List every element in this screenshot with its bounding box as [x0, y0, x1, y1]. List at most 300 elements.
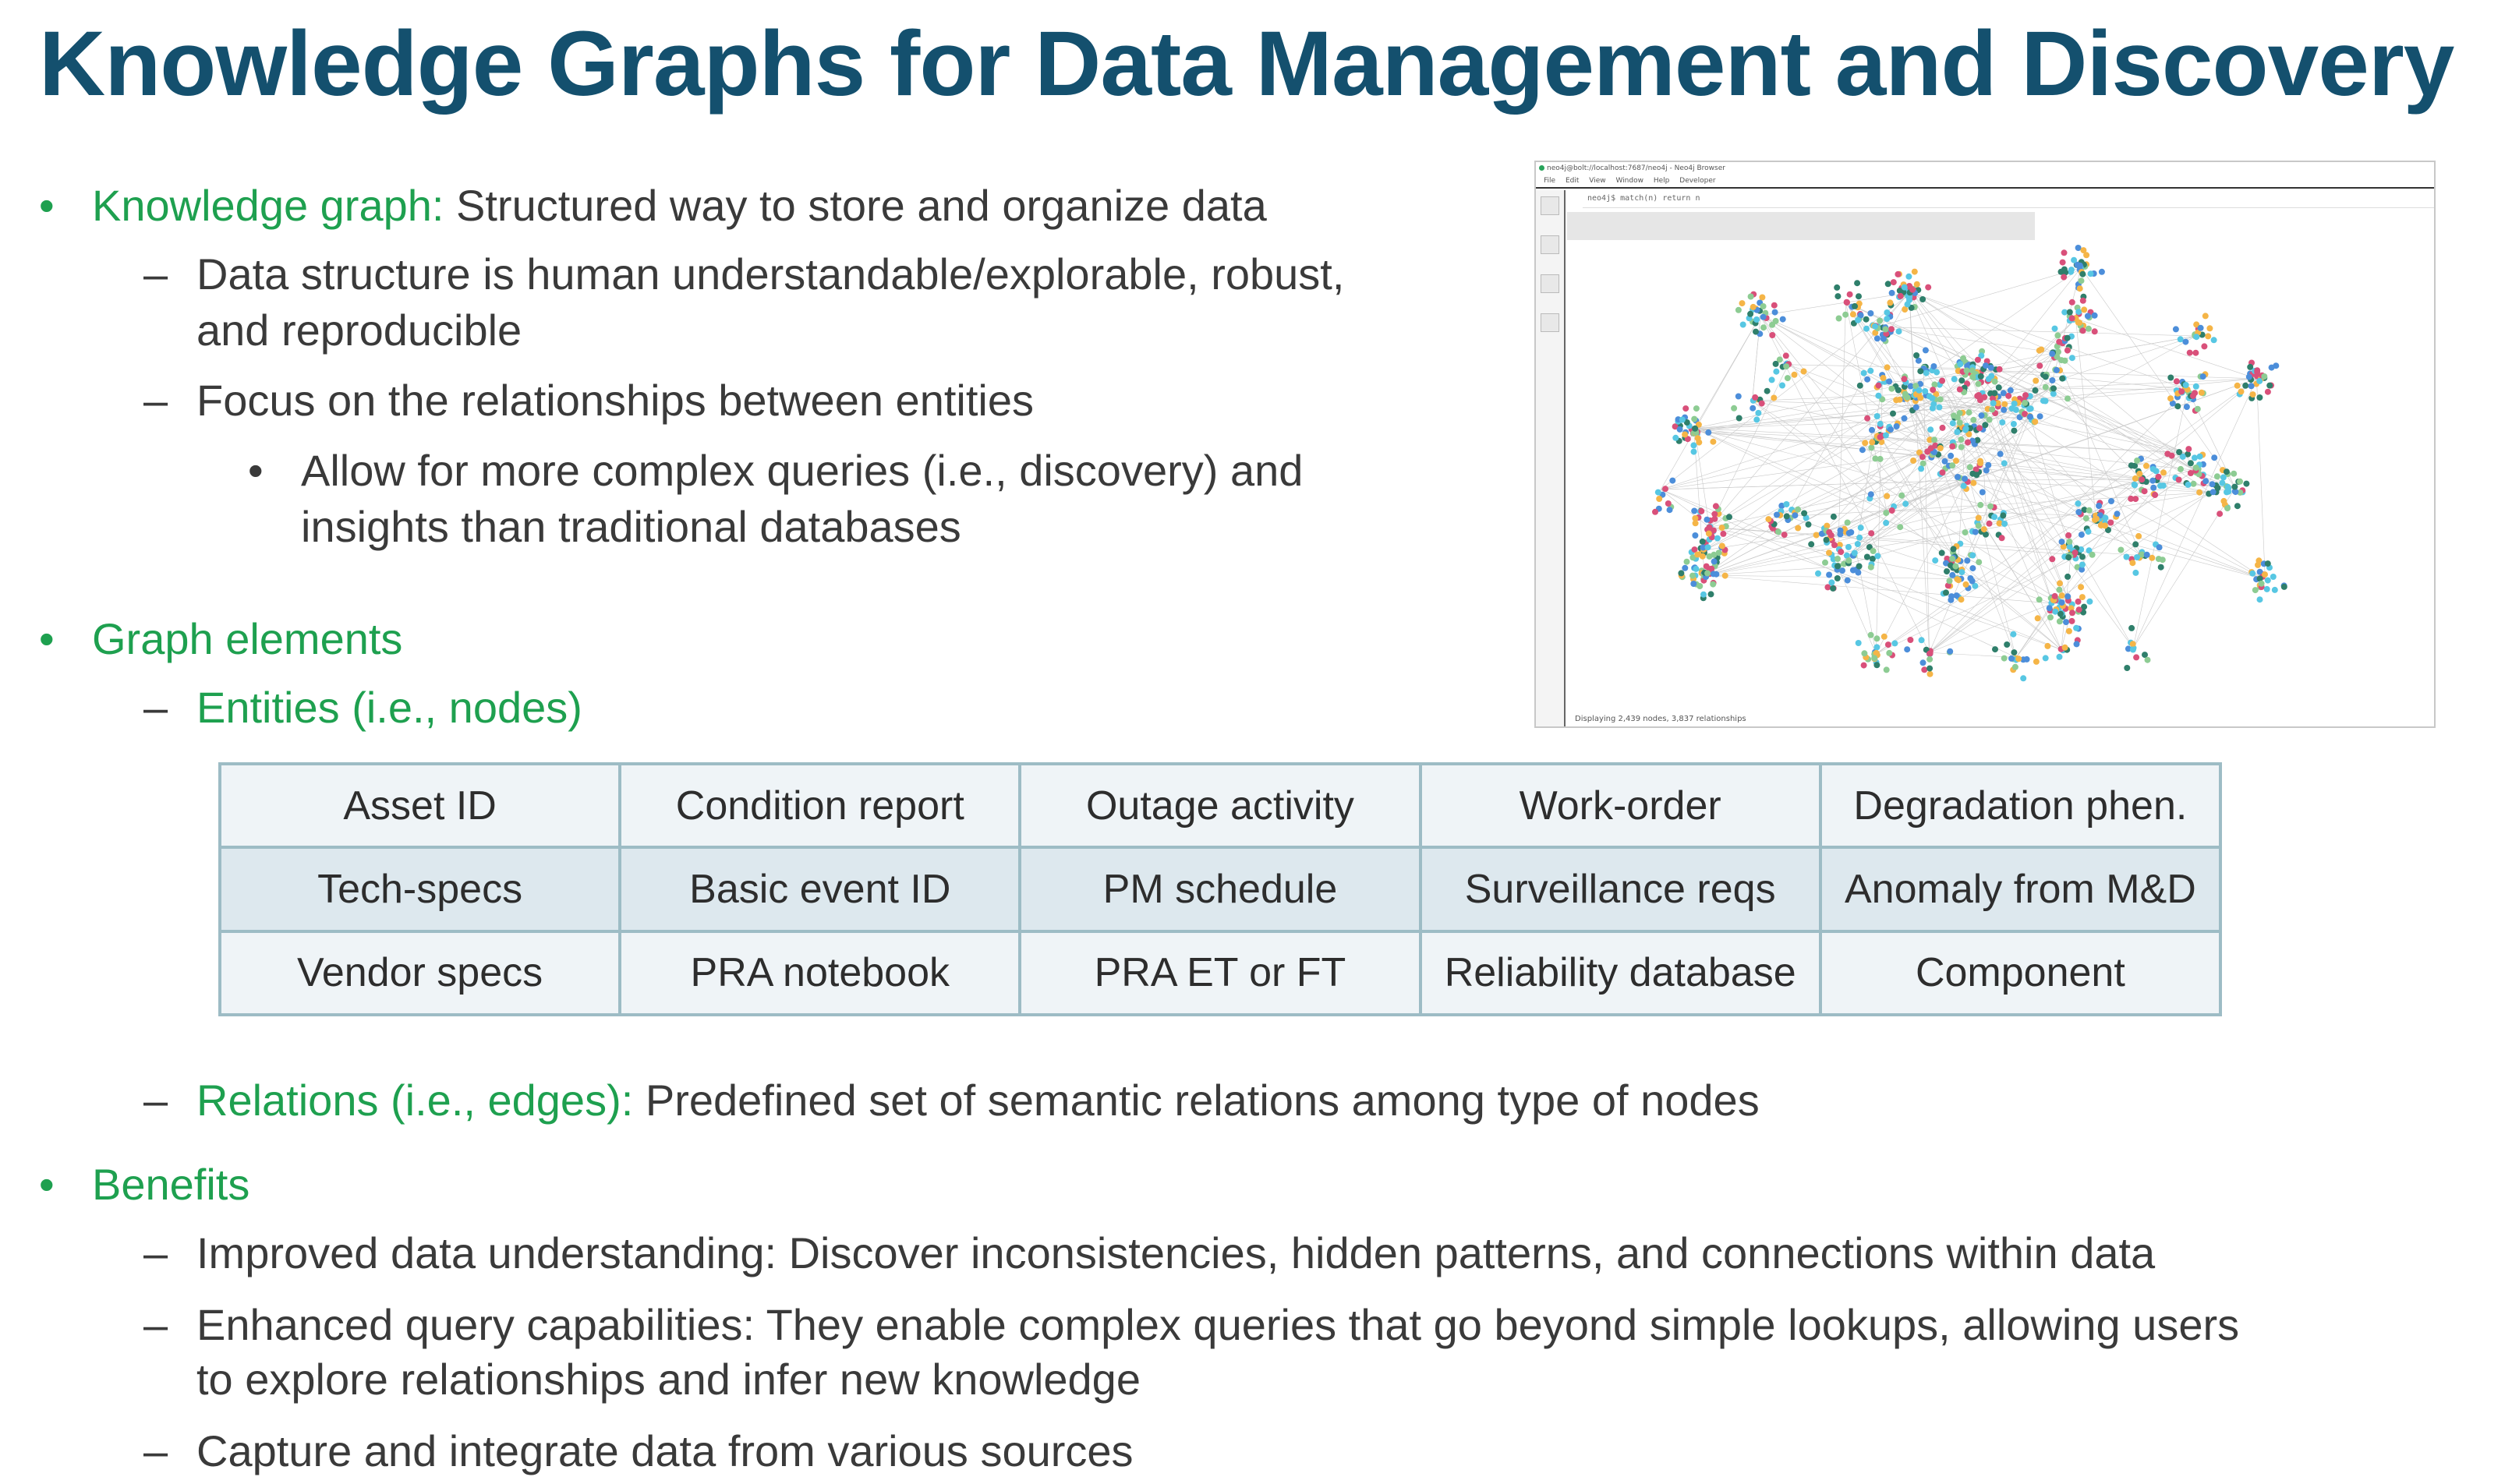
graph-node [2059, 599, 2065, 606]
graph-node [2001, 401, 2008, 408]
graph-node [1990, 400, 1997, 406]
table-cell: Outage activity [1020, 764, 1420, 847]
graph-node [1795, 507, 1801, 513]
graph-node [1707, 525, 1713, 531]
graph-node [2261, 373, 2267, 380]
graph-node [1940, 469, 1946, 475]
graph-node [1855, 317, 1861, 323]
graph-node [1913, 405, 1919, 411]
graph-node [2114, 511, 2121, 517]
graph-node [1695, 435, 1701, 441]
graph-node [2102, 515, 2108, 521]
graph-node [1815, 571, 1821, 577]
graph-node [1957, 361, 1963, 367]
graph-node [2243, 481, 2249, 487]
table-cell: Surveillance reqs [1421, 847, 1820, 931]
graph-node [2075, 309, 2082, 315]
graph-node [2144, 552, 2150, 558]
graph-node [1936, 405, 1942, 411]
graph-node [1962, 529, 1969, 535]
menu-item: Developer [1679, 177, 1716, 185]
graph-edge [2075, 319, 2256, 379]
graph-edge [1753, 316, 1761, 401]
graph-node [2150, 485, 2156, 491]
graph-node [1913, 352, 1919, 359]
graph-node [2085, 313, 2091, 320]
graph-node [2073, 625, 2079, 631]
benefit-1: Improved data understanding: Discover inconsistencies, hidden patterns, and connections within data [196, 1228, 2156, 1277]
graph-node [2187, 350, 2193, 356]
graph-elements-label: Graph elements [92, 614, 403, 663]
graph-node [1967, 464, 1973, 470]
graph-node [1883, 433, 1889, 439]
table-cell: Degradation phen. [1820, 764, 2220, 847]
graph-node [1719, 543, 1725, 549]
graph-node [1997, 366, 2003, 373]
graph-edge [1977, 336, 2195, 373]
graph-node [2219, 480, 2225, 486]
graph-edge [2054, 352, 2195, 470]
graph-node [2043, 373, 2049, 380]
graph-node [2199, 390, 2205, 396]
graph-node [2049, 556, 2055, 562]
graph-node [1987, 504, 1994, 510]
graph-node [2043, 384, 2049, 390]
graph-node [2225, 484, 2231, 490]
graph-node [2047, 605, 2053, 611]
graph-node [1759, 295, 1765, 301]
graph-node [1693, 566, 1699, 572]
graph-edge [1787, 493, 2210, 517]
graph-node [1755, 410, 1761, 416]
graph-node [1760, 314, 1767, 320]
graph-node [1781, 532, 1788, 538]
graph-node [2192, 390, 2198, 396]
graph-node [1954, 429, 1960, 435]
kg-sub2a-line2: insights than traditional databases [301, 502, 961, 551]
graph-node [2118, 547, 2124, 553]
graph-node [1888, 386, 1895, 392]
graph-node [1987, 521, 1993, 527]
graph-node [2075, 509, 2082, 515]
graph-node [2246, 374, 2252, 380]
graph-node [2134, 554, 2140, 560]
graph-node [1760, 303, 1767, 309]
graph-node [1861, 662, 1867, 669]
graph-node [1949, 443, 1955, 450]
graph-node [1662, 486, 1668, 492]
graph-node [1885, 641, 1891, 648]
graph-node [1707, 553, 1713, 560]
graph-node [1694, 552, 1700, 558]
graph-node [1711, 516, 1718, 522]
graph-node [2088, 270, 2094, 277]
graph-node [2250, 391, 2256, 398]
code-view-icon [1541, 313, 1559, 332]
graph-node [1948, 597, 1954, 603]
graph-edge [2133, 390, 2188, 648]
graph-node [1705, 544, 1711, 550]
graph-node [2062, 358, 2068, 364]
graph-node [1691, 508, 1697, 514]
graph-node [2083, 515, 2089, 521]
graph-node [2176, 449, 2182, 455]
graph-node [2136, 471, 2142, 477]
graph-node [2257, 596, 2263, 602]
graph-node [1854, 280, 1860, 286]
graph-node [1747, 311, 1753, 317]
graph-node [2150, 466, 2156, 472]
graph-node [1983, 468, 1990, 474]
graph-node [1951, 376, 1958, 382]
graph-node [1774, 512, 1780, 518]
graph-node [1856, 535, 1863, 541]
graph-node [2182, 339, 2188, 345]
graph-node [2074, 641, 2080, 647]
graph-node [2052, 593, 2058, 599]
graph-node [1769, 376, 1775, 383]
graph-node [2191, 481, 2197, 487]
kg-sub1-line1: Data structure is human understandable/explorable, robust, [196, 249, 1345, 299]
graph-node [2192, 350, 2199, 356]
graph-node [2174, 378, 2180, 384]
graph-node [1884, 309, 1890, 316]
table-cell: PRA notebook [620, 931, 1020, 1015]
graph-node [1710, 581, 1716, 588]
graph-edge [1704, 575, 2052, 603]
graph-node [1929, 395, 1935, 401]
graph-node [1920, 659, 1926, 666]
graph-node [1806, 521, 1812, 528]
graph-node [2265, 389, 2271, 395]
graph-node [1880, 336, 1887, 342]
graph-node [2036, 596, 2043, 602]
graph-node [1711, 571, 1717, 577]
graph-node [1926, 666, 1933, 672]
graph-node [1760, 324, 1767, 330]
graph-node [1923, 347, 1929, 353]
graph-node [1828, 532, 1834, 539]
graph-node [2065, 554, 2072, 560]
graph-node [1905, 274, 1912, 280]
graph-node [2044, 643, 2050, 649]
graph-node [1976, 559, 1982, 565]
graph-node [1916, 387, 1923, 394]
graph-node [1949, 462, 1955, 468]
graph-node [1930, 387, 1936, 393]
graph-node [2050, 385, 2057, 391]
graph-node [1792, 512, 1798, 518]
table-cell: Anomaly from M&D [1820, 847, 2220, 931]
graph-node [2178, 466, 2184, 472]
graph-node [2086, 599, 2093, 605]
graph-node [1889, 507, 1895, 514]
graph-edge [1878, 327, 2055, 352]
graph-node [1954, 592, 1960, 599]
graph-node [1950, 420, 1956, 426]
graph-node [2198, 325, 2204, 331]
menu-item: Window [1615, 177, 1643, 185]
graph-node [1771, 302, 1778, 309]
graph-node [2133, 654, 2139, 660]
graph-node [1692, 532, 1698, 539]
query-editor: neo4j$ match(n) return n [1583, 190, 2434, 208]
graph-node [2081, 306, 2087, 313]
graph-node [1739, 300, 1746, 306]
graph-node [1909, 287, 1916, 293]
graph-node [2096, 503, 2102, 509]
graph-node [2089, 552, 2096, 558]
graph-node [2069, 355, 2075, 361]
graph-node [1852, 550, 1858, 556]
graph-node [2027, 414, 2033, 420]
result-sidebar [1536, 190, 1566, 726]
graph-node [1975, 357, 1981, 363]
graph-node [1919, 637, 1925, 643]
graph-node [1958, 569, 1965, 575]
graph-node [2183, 382, 2189, 388]
graph-node [1884, 364, 1891, 370]
graph-node [1858, 525, 1864, 531]
graph-node [2193, 383, 2199, 390]
graph-node [2132, 541, 2139, 547]
graph-node [2265, 560, 2271, 567]
graph-nodes [1652, 245, 2287, 681]
graph-node [1877, 421, 1884, 427]
graph-node [2099, 269, 2105, 275]
graph-edge [1990, 398, 2072, 609]
graph-node [1874, 335, 1880, 341]
graph-node [2004, 641, 2010, 648]
graph-node [2080, 247, 2086, 253]
graph-node [2057, 618, 2063, 624]
graph-node [1919, 296, 1926, 302]
graph-node [1931, 436, 1937, 443]
graph-node [2167, 375, 2174, 381]
graph-node [2008, 655, 2015, 662]
graph-node [1855, 541, 1861, 547]
graph-node [1896, 328, 1902, 334]
graph-node [2077, 263, 2083, 269]
graph-node [2266, 383, 2273, 389]
graph-node [1926, 656, 1933, 662]
graph-node [1652, 509, 1658, 515]
graph-node [2249, 571, 2255, 577]
graph-node [2043, 655, 2049, 661]
graph-node [2032, 419, 2038, 425]
graph-node [1886, 379, 1892, 385]
graph-node [1769, 332, 1775, 338]
graph-node [2069, 299, 2075, 306]
graph-node [2066, 539, 2072, 545]
text-view-icon [1541, 274, 1559, 293]
graph-node [1951, 546, 1957, 553]
graph-node [1700, 539, 1706, 545]
graph-node [2080, 327, 2086, 334]
graph-node [1961, 482, 1967, 489]
graph-node [1949, 556, 1955, 562]
graph-node [2193, 465, 2199, 471]
graph-edge [2256, 379, 2265, 580]
graph-node [1897, 524, 1903, 530]
graph-node [2062, 645, 2068, 651]
graph-node [1775, 528, 1781, 535]
graph-node [2086, 528, 2092, 535]
graph-node [1813, 532, 1820, 539]
graph-node [1655, 489, 1661, 496]
graph-node [2059, 592, 2065, 599]
graph-node [1875, 393, 1881, 399]
bullet-icon: • [39, 1160, 55, 1209]
graph-edge [1905, 397, 1957, 560]
graph-edge [1930, 603, 2053, 652]
graph-node [1989, 406, 1995, 412]
graph-node [1902, 500, 1909, 507]
table-view-icon [1541, 235, 1559, 254]
graph-node [2237, 479, 2243, 485]
graph-node [1836, 316, 1842, 322]
graph-node [1773, 369, 1779, 375]
graph-node [1952, 564, 1958, 570]
graph-node [2156, 474, 2162, 480]
graph-node [2272, 587, 2278, 593]
graph-node [1847, 292, 1853, 298]
graph-node [1720, 531, 1726, 537]
graph-node [1927, 426, 1934, 433]
graph-node [1846, 530, 1852, 536]
graph-node [1880, 375, 1887, 381]
graph-node [1914, 281, 1920, 288]
menu-item: Edit [1565, 177, 1580, 185]
graph-node [2142, 488, 2148, 494]
graph-node [1873, 635, 1880, 641]
graph-node [1863, 316, 1870, 323]
graph-node [1948, 453, 1954, 459]
graph-node [2056, 587, 2062, 593]
graph-node [1983, 362, 1989, 369]
graph-node [2242, 383, 2248, 389]
graph-node [1765, 516, 1771, 522]
graph-node [1864, 554, 1870, 560]
table-cell: Vendor specs [220, 931, 620, 1015]
graph-edge [2016, 603, 2053, 657]
graph-node [2005, 393, 2011, 399]
graph-node [2050, 390, 2057, 397]
graph-node [1876, 383, 1882, 389]
graph-edge [2081, 268, 2235, 488]
graph-node [2264, 586, 2270, 592]
graph-node [1969, 578, 1976, 585]
graph-node [2008, 387, 2014, 394]
graph-node [1682, 405, 1689, 412]
graph-node [1904, 394, 1910, 401]
dash-icon: – [143, 1426, 168, 1475]
graph-node [1868, 530, 1874, 536]
graph-node [1907, 637, 1913, 643]
graph-node [1981, 526, 1987, 532]
graph-node [2196, 489, 2202, 496]
graph-node [1932, 557, 1938, 564]
graph-node [2033, 659, 2040, 665]
graph-node [1957, 387, 1963, 393]
graph-node [2071, 257, 2077, 263]
graph-node [2185, 446, 2192, 452]
graph-node [1912, 269, 1918, 275]
graph-node [1882, 327, 1888, 333]
graph-node [1764, 388, 1771, 394]
kg-sub1-line2: and reproducible [196, 306, 522, 355]
graph-edge [1966, 480, 2265, 579]
graph-node [1735, 307, 1742, 313]
graph-node [1949, 572, 1955, 578]
graph-node [2128, 462, 2135, 468]
graph-node [1795, 525, 1801, 532]
graph-node [2270, 574, 2277, 580]
graph-node [1868, 491, 1874, 497]
graph-node [1874, 553, 1880, 559]
graph-node [2011, 428, 2017, 434]
graph-node [1669, 478, 1675, 484]
graph-node [1690, 442, 1696, 448]
kg-sub2: Focus on the relationships between entities [196, 376, 1034, 425]
graph-node [1708, 591, 1714, 597]
graph-node [2234, 383, 2241, 389]
graph-node [2063, 619, 2069, 625]
graph-node [1856, 293, 1862, 299]
graph-node [1679, 417, 1686, 423]
graph-node [1970, 417, 1976, 423]
graph-node [1958, 377, 1965, 383]
graph-node [2098, 522, 2104, 528]
graph-node [1874, 413, 1880, 419]
graph-node [2108, 498, 2114, 504]
graph-node [1706, 531, 1712, 537]
graph-node [1783, 352, 1789, 359]
graph-node [1696, 583, 1703, 589]
graph-node [2036, 348, 2043, 354]
dash-icon: – [143, 683, 168, 732]
graph-node [2011, 649, 2017, 655]
graph-node [1934, 369, 1940, 376]
graph-node [1783, 501, 1789, 507]
graph-edge [1966, 480, 2072, 608]
graph-node [1977, 460, 1983, 466]
graph-node [1826, 549, 1832, 556]
graph-node [1939, 378, 1945, 384]
graph-node [1977, 502, 1983, 508]
graph-node [1710, 439, 1716, 445]
graph-node [2206, 325, 2213, 331]
graph-edge [1661, 452, 1934, 489]
graph-node [2060, 260, 2066, 266]
graph-node [1960, 355, 1966, 362]
graph-node [2022, 400, 2028, 406]
graph-node [1937, 445, 1944, 451]
graph-node [2205, 333, 2211, 339]
graph-node [2001, 521, 2008, 527]
graph-node [1852, 303, 1858, 309]
graph-node [1705, 429, 1711, 436]
graph-node [1750, 304, 1757, 310]
graph-node [2132, 475, 2139, 482]
dash-icon: – [143, 376, 168, 425]
graph-node [2259, 581, 2265, 587]
bullet-icon: • [39, 614, 55, 663]
graph-node [1883, 510, 1889, 516]
graph-node [1773, 361, 1779, 367]
table-cell: Asset ID [220, 764, 620, 847]
graph-edge [1710, 365, 1788, 528]
